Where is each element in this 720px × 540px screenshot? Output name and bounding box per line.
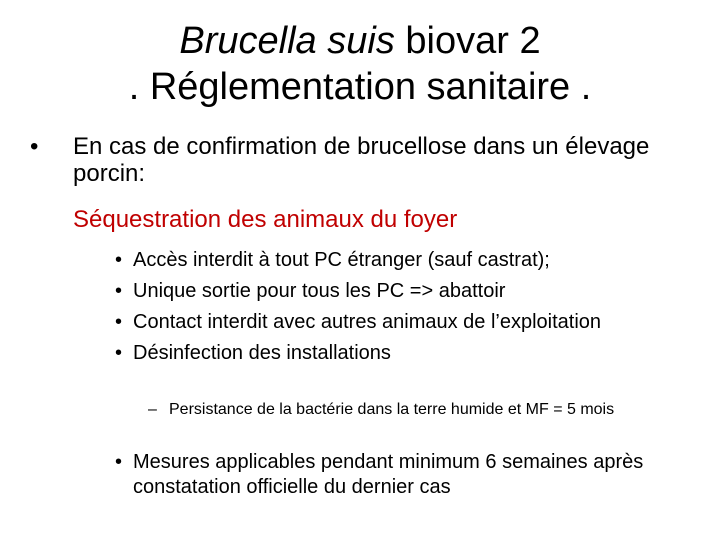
measures-list xyxy=(115,248,695,372)
main-bullet xyxy=(30,133,700,187)
subheading: Séquestration des animaux du foyer xyxy=(73,206,458,233)
final-measure-text: Mesures applicables pendant minimum 6 semaines après constatation officielle du dernier cas xyxy=(133,451,644,498)
measure-text: Contact interdit avec autres animaux de l’exploitation xyxy=(133,311,602,333)
bullet-icon: • xyxy=(115,451,123,473)
list-item xyxy=(115,279,695,303)
title-line-1 xyxy=(0,18,720,64)
main-bullet-text: En cas de confirmation de brucellose dans un élevage porcin: xyxy=(73,133,650,187)
final-measure-item xyxy=(115,450,705,500)
measure-text: Unique sortie pour tous les PC => abattoir xyxy=(133,280,506,302)
bullet-icon: • xyxy=(115,280,123,302)
note-item xyxy=(148,400,718,419)
title-species: Brucella suis xyxy=(179,20,395,62)
bullet-icon: • xyxy=(115,311,123,333)
title-biovar: biovar 2 xyxy=(394,20,541,62)
list-item xyxy=(115,248,695,272)
list-item xyxy=(115,310,695,334)
slide-title xyxy=(0,18,720,110)
note-text: Persistance de la bactérie dans la terre humide et MF = 5 mois xyxy=(169,401,615,418)
bullet-icon: • xyxy=(115,249,123,271)
bullet-icon: • xyxy=(115,342,123,364)
measure-text: Accès interdit à tout PC étranger (sauf castrat); xyxy=(133,249,550,271)
list-item xyxy=(115,341,695,365)
measure-text: Désinfection des installations xyxy=(133,342,391,364)
dash-icon: – xyxy=(148,401,157,418)
title-line-2: . Réglementation sanitaire . xyxy=(128,66,592,108)
bullet-icon: • xyxy=(30,133,39,160)
